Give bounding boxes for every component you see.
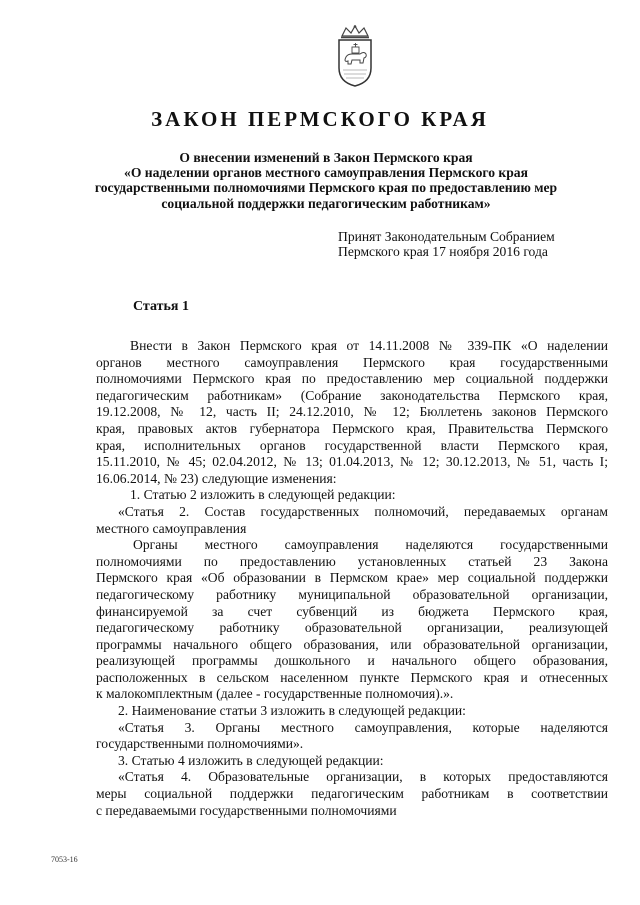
subject-line: социальной поддержки педагогическим работникам» xyxy=(161,195,491,211)
text-line: Пермского края «Об образовании в Пермском крае» мер социальной поддержки xyxy=(96,570,608,586)
text-line: финансируемой за счет субвенций из бюджета Пермского края, xyxy=(96,603,608,619)
text-line: 2. Наименование статьи 3 изложить в следующей редакции: xyxy=(118,703,466,719)
text-line: «Статья 3. Органы местного самоуправления, которые наделяются xyxy=(118,719,608,735)
text-line: 19.12.2008, № 12, часть II; 24.12.2010, № 12; Бюллетень законов Пермского xyxy=(96,404,608,420)
text-line: местного самоуправления xyxy=(96,520,247,536)
subject-line: государственными полномочиями Пермского края по предоставлению мер xyxy=(94,180,558,196)
text-line: органов местного самоуправления Пермского края государственными xyxy=(96,354,608,370)
text-line: педагогическому работнику образовательной организации, реализующей xyxy=(96,620,608,636)
text-line: Внести в Закон Пермского края от 14.11.2008 № 339-ПК «О наделении xyxy=(130,338,608,353)
text-line: 1. Статью 2 изложить в следующей редакции: xyxy=(130,487,396,503)
law-title: ЗАКОН ПЕРМСКОГО КРАЯ xyxy=(151,107,489,131)
text-line: «Статья 4. Образовательные организации, в которых предоставляются xyxy=(118,769,608,785)
text-line: государственными полномочиями». xyxy=(96,736,304,752)
text-line: расположенных в сельском населенном пункте Пермского края и отнесенных xyxy=(96,669,608,685)
adoption-line: Пермского края 17 ноября 2016 года xyxy=(338,244,548,260)
text-line: 15.11.2010, № 45; 02.04.2012, № 13; 01.04.2013, № 12; 30.12.2013, № 51, часть I; xyxy=(96,454,608,470)
text-line: меры социальной поддержки педагогическим работникам в соответствии xyxy=(96,786,608,802)
text-line: полномочиями Пермского края по предоставлению мер социальной поддержки xyxy=(96,371,608,387)
text-line: края, исполнительных органов государственной власти Пермского края, xyxy=(96,437,608,453)
coat-of-arms-icon xyxy=(333,24,377,88)
article-heading: Статья 1 xyxy=(133,299,189,314)
law-subject xyxy=(80,150,572,211)
text-line: педагогическому работнику муниципальной образовательной организации, xyxy=(96,586,608,602)
article-body xyxy=(96,338,608,819)
text-line: 16.06.2014, № 23) следующие изменения: xyxy=(96,470,337,486)
document-code: 7053-16 xyxy=(51,855,78,864)
text-line: педагогическим работникам» (Собрание законодательства Пермского края, xyxy=(96,387,608,403)
adoption-note xyxy=(338,229,555,260)
subject-line: О внесении изменений в Закон Пермского края xyxy=(179,150,473,165)
text-line: края, правовых актов губернатора Пермского края, Правительства Пермского xyxy=(96,420,608,436)
text-line: полномочиями по предоставлению установленных статьей 23 Закона xyxy=(96,553,608,569)
text-line: Органы местного самоуправления наделяются государственными xyxy=(133,537,608,553)
text-line: программы начального общего образования, или образовательной организации, xyxy=(96,636,608,652)
text-line: «Статья 2. Состав государственных полномочий, передаваемых органам xyxy=(118,503,608,519)
text-line: 3. Статью 4 изложить в следующей редакции: xyxy=(118,752,384,768)
adoption-line: Принят Законодательным Собранием xyxy=(338,229,555,244)
subject-line: «О наделении органов местного самоуправления Пермского края xyxy=(124,165,528,181)
text-line: реализующей программы дошкольного и начального общего образования, xyxy=(96,653,608,669)
text-line: к малокомплектным (далее - государственные полномочия).». xyxy=(96,686,454,702)
text-line: с передаваемыми государственными полномочиями xyxy=(96,802,397,818)
